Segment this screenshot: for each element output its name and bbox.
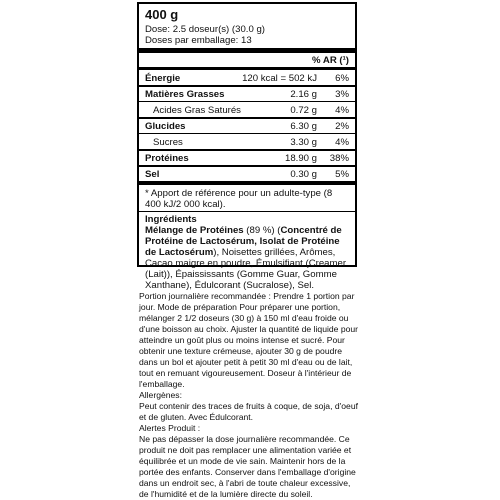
nutrient-qty: 0.30 g: [290, 169, 317, 180]
allergens-title: Allergènes:: [139, 390, 182, 400]
nutrient-pct: 4%: [335, 105, 349, 116]
nutrient-name: Acides Gras Saturés: [153, 105, 241, 116]
nutrient-qty: 18.90 g: [284, 153, 317, 164]
row-divider: [139, 133, 355, 134]
nutrient-pct: 3%: [335, 89, 349, 100]
ingredients-percent: (89 %) (: [243, 225, 281, 236]
nutrient-pct: 6%: [335, 73, 349, 84]
nutrient-row-protein: [139, 151, 355, 165]
reference-footnote: * Apport de référence pour un adulte-type (8 400 kJ/2 000 kcal).: [145, 188, 333, 210]
nutrient-name: Glucides: [145, 121, 186, 132]
ingredients-title: Ingrédients: [145, 214, 197, 225]
portion-text: Portion journalière recommandée : Prendre 1 portion par jour. Mode de préparation Pour préparer une portion, mélanger 2 1/2 doseurs (30 g) à 150 ml d'eau froide ou d'une boisson au choix. Ajuster la quantité de liquide pour atteindre un goût plus ou moins intense et sucré. Pour obtenir une texture crémeuse, ajouter 30 g de poudre dans un bol et ajouter petit à petit 30 ml d'eau ou de lait, tout en remuant vigoureusement. Doseur à l'intérieur de l'emballage.: [139, 291, 359, 389]
nutrient-qty: 2.16 g: [290, 89, 317, 100]
nutrition-label: [137, 2, 357, 291]
nutrient-pct: 38%: [329, 153, 349, 164]
nutrient-row-energy: [139, 71, 355, 85]
nutrient-row-saturated: [139, 103, 355, 117]
alerts-text: Ne pas dépasser la dose journalière recommandée. Ce produit ne doit pas remplacer une alimentation variée et équilibrée et un mode de vie sain. Maintenir hors de la portée des enfants. Conserver dans l'emballage d'origine dans un endroit sec, à l'abri de toute chaleur excessive, de l'humidité et de la lumière directe du soleil.: [139, 434, 356, 499]
alerts-title: Alertes Produit :: [139, 423, 201, 433]
doses-per-package: Doses par emballage: 13: [145, 35, 252, 46]
header-divider: [139, 48, 355, 53]
product-info: [139, 291, 361, 500]
nutrient-pct: 2%: [335, 121, 349, 132]
nutrient-name: Sel: [145, 169, 160, 180]
column-header: % AR (¹): [312, 55, 349, 66]
nutrient-qty: 6.30 g: [290, 121, 317, 132]
ingredients-blend: Mélange de Protéines: [145, 225, 244, 236]
nutrient-name: Sucres: [153, 137, 183, 148]
nutrient-qty: 0.72 g: [290, 105, 317, 116]
ingredients-text: [145, 225, 349, 291]
nutrient-name: Protéines: [145, 153, 189, 164]
nutrient-name: Matières Grasses: [145, 89, 225, 100]
footnote-divider: [139, 211, 355, 212]
nutrient-pct: 5%: [335, 169, 349, 180]
nutrient-pct: 4%: [335, 137, 349, 148]
nutrient-row-sugars: [139, 135, 355, 149]
nutrient-row-fat: [139, 87, 355, 101]
net-quantity: 400 g: [145, 7, 179, 22]
nutrient-row-carbs: [139, 119, 355, 133]
row-divider: [139, 101, 355, 102]
ingredients-rest: ), Noisettes grillées, Arômes, Cacao maigre en poudre, Émulsifiant (Creamer (Lait)), Épaississants (Gomme Guar, Gomme Xanthane), Édulcorant (Sucralose), Sel.: [145, 247, 347, 291]
column-divider: [139, 67, 355, 70]
table-divider: [139, 181, 355, 185]
nutrient-name: Énergie: [145, 73, 181, 84]
dose-line: Dose: 2.5 doseur(s) (30.0 g): [145, 24, 265, 35]
nutrient-row-salt: [139, 167, 355, 181]
ingredients-blend-detail: Concentré de Protéine de Lactosérum, Isolat de Protéine de Lactosérum: [145, 225, 342, 258]
nutrient-qty: 3.30 g: [290, 137, 317, 148]
allergens-text: Peut contenir des traces de fruits à coque, de soja, d'oeuf et de gluten. Avec Édulcorant.: [139, 401, 359, 422]
nutrient-qty: 120 kcal = 502 kJ: [242, 73, 317, 84]
